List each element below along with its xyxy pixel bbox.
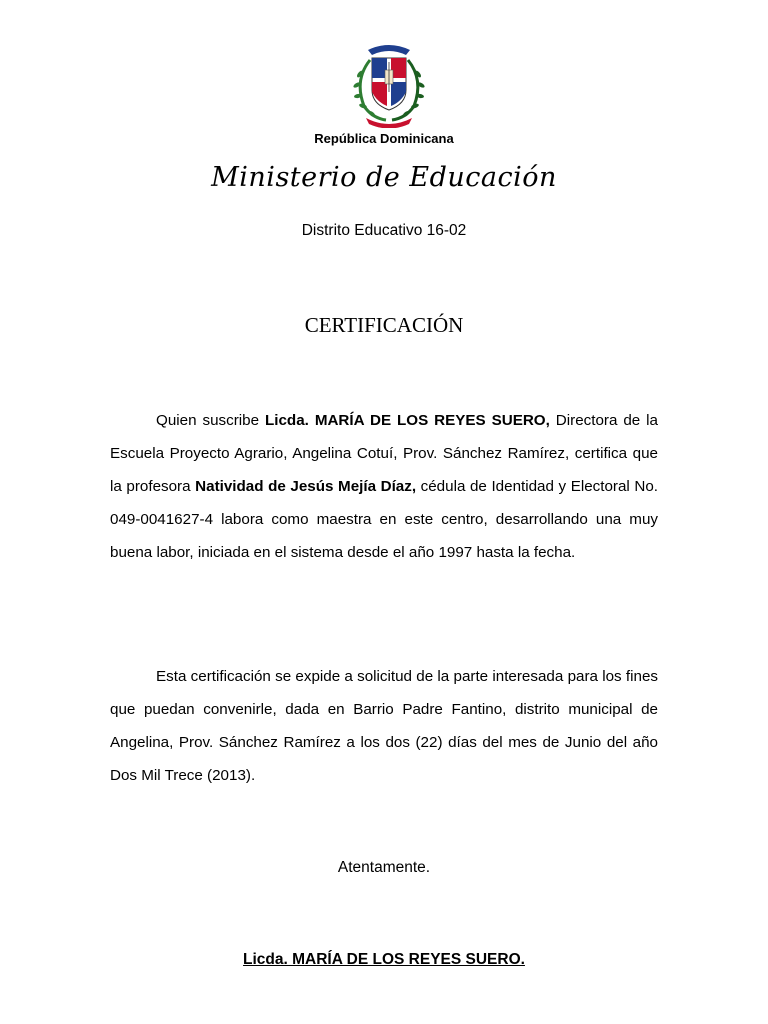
paragraph-text: Quien suscribe bbox=[156, 412, 265, 429]
paragraph-text: cédula de Identidad y Electoral No. 049-0041627-4 labora como maestra en este centro, desarrollando una muy buena labor, iniciada en el sistema desde el año 1997 hasta la fecha. bbox=[110, 478, 659, 561]
paragraph-text: Directora de la Escuela Proyecto Agrario, Angelina Cotuí, Prov. Sánchez Ramírez, certifica que la profesora bbox=[110, 412, 659, 495]
document-title: CERTIFICACIÓN bbox=[304, 313, 464, 337]
signature-name: Licda. MARÍA DE LOS REYES SUERO. bbox=[243, 951, 525, 968]
signer-name-inline: Licda. MARÍA DE LOS REYES SUERO, bbox=[264, 412, 550, 429]
teacher-name: Natividad de Jesús Mejía Díaz, bbox=[195, 478, 417, 495]
district-name: Distrito Educativo 16-02 bbox=[301, 222, 467, 239]
ministry-name: Ministerio de Educación bbox=[211, 162, 557, 193]
closing-salutation: Atentamente. bbox=[337, 859, 431, 876]
certification-paragraph bbox=[110, 404, 658, 569]
coat-of-arms-seal-icon bbox=[346, 40, 432, 128]
issuance-paragraph: Esta certificación se expide a solicitud de la parte interesada para los fines que puedan convenirle, dada en Barrio Padre Fantino, distrito municipal de Angelina, Prov. Sánchez Ramírez a los dos (22) días del mes de Junio del año Dos Mil Trece (2013). bbox=[110, 668, 658, 784]
country-name: República Dominicana bbox=[314, 131, 454, 146]
